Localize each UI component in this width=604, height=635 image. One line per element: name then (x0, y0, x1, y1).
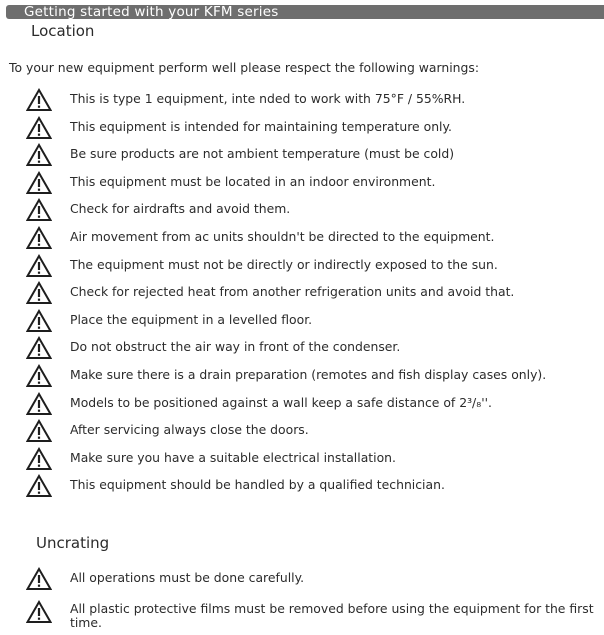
warning-text: This equipment is intended for maintaining temperature only. (70, 118, 452, 134)
header-title: Getting started with your KFM series (24, 4, 279, 20)
warning-text: This equipment should be handled by a qualified technician. (70, 477, 445, 493)
warning-triangle-icon (26, 567, 52, 591)
warning-text: Do not obstruct the air way in front of the condenser. (70, 339, 401, 355)
warning-text: Check for rejected heat from another refrigeration units and avoid that. (70, 284, 515, 300)
location-section-title: Location (31, 22, 95, 40)
warning-text: Make sure there is a drain preparation (remotes and fish display cases only). (70, 367, 547, 382)
warning-triangle-icon (26, 447, 52, 471)
warning-triangle-icon (26, 309, 52, 333)
warning-triangle-icon (26, 116, 52, 140)
warning-text: The equipment must not be directly or indirectly exposed to the sun. (70, 256, 498, 272)
warning-triangle-icon (26, 474, 52, 498)
warning-triangle-icon (26, 336, 52, 360)
warning-triangle-icon (26, 419, 52, 443)
header-bar (6, 5, 604, 19)
warning-text: Check for airdrafts and avoid them. (70, 201, 291, 217)
warning-text: This is type 1 equipment, inte nded to work with 75°F / 55%RH. (70, 91, 466, 106)
warning-triangle-icon (26, 198, 52, 222)
warning-triangle-icon (26, 171, 52, 195)
warning-text: Place the equipment in a levelled floor. (70, 311, 313, 327)
warning-text: After servicing always close the doors. (70, 422, 309, 438)
location-intro: To your new equipment perform well please respect the following warnings: (9, 60, 480, 75)
warning-triangle-icon (26, 226, 52, 250)
warning-text: Make sure you have a suitable electrical installation. (70, 449, 396, 465)
warning-triangle-icon (26, 88, 52, 112)
warning-text: All operations must be done carefully. (70, 570, 305, 585)
warning-triangle-icon (26, 143, 52, 167)
warning-text: All plastic protective films must be removed before using the equipment for the first time. (70, 601, 594, 630)
warning-triangle-icon (26, 281, 52, 305)
warning-triangle-icon (26, 600, 52, 624)
uncrating-section-title: Uncrating (36, 534, 110, 552)
warning-text: Air movement from ac units shouldn't be directed to the equipment. (70, 229, 495, 244)
warning-triangle-icon (26, 254, 52, 278)
warning-text: This equipment must be located in an indoor environment. (70, 173, 436, 189)
warning-text: Be sure products are not ambient temperature (must be cold) (70, 146, 455, 162)
warning-triangle-icon (26, 364, 52, 388)
warning-triangle-icon (26, 392, 52, 416)
warning-text: Models to be positioned against a wall keep a safe distance of 2³/₈''. (70, 394, 492, 410)
